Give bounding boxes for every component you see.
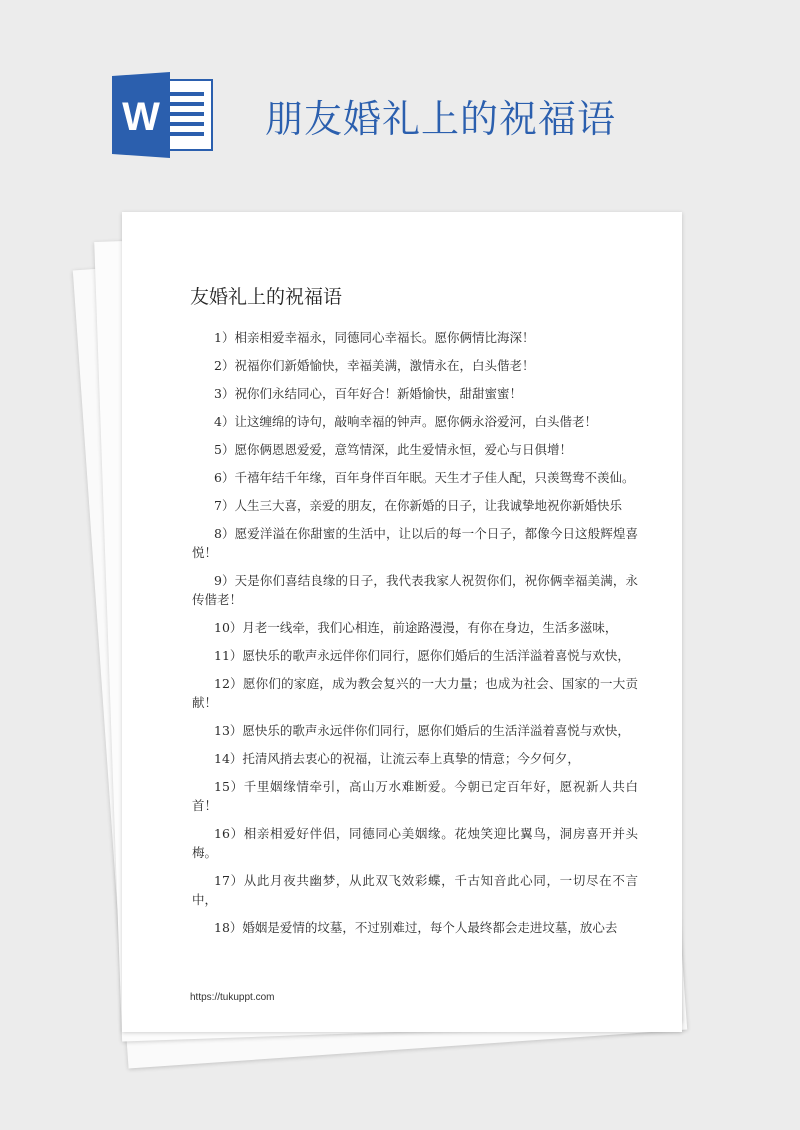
blessing-item: 11）愿快乐的歌声永远伴你们同行，愿你们婚后的生活洋溢着喜悦与欢快， <box>214 648 630 663</box>
blessing-item: 10）月老一线牵，我们心相连，前途路漫漫，有你在身边，生活多滋味， <box>214 620 618 635</box>
blessing-item: 12）愿你们的家庭，成为教会复兴的一大力量；也成为社会、国家的一大贡献！ <box>192 676 638 710</box>
blessing-item: 13）愿快乐的歌声永远伴你们同行，愿你们婚后的生活洋溢着喜悦与欢快， <box>214 723 630 738</box>
blessing-item: 14）托清风捎去衷心的祝福，让流云奉上真挚的情意；今夕何夕， <box>214 751 580 766</box>
blessing-item: 1）相亲相爱幸福永，同德同心幸福长。愿你俩情比海深！ <box>214 330 535 345</box>
blessing-item: 15）千里姻缘情牵引，高山万水难断爱。今朝已定百年好，愿祝新人共白首！ <box>192 779 638 813</box>
blessing-item: 2）祝福你们新婚愉快，幸福美满，激情永在，白头偕老！ <box>214 358 535 373</box>
document-title: 友婚礼上的祝福语 <box>190 286 343 308</box>
blessing-item: 7）人生三大喜，亲爱的朋友，在你新婚的日子，让我诚挚地祝你新婚快乐 <box>214 498 622 513</box>
footer-url: https://tukuppt.com <box>190 992 275 1003</box>
blessing-item: 17）从此月夜共幽梦，从此双飞效彩蝶，千古知音此心同，一切尽在不言中， <box>192 873 638 907</box>
blessing-item: 3）祝你们永结同心，百年好合！新婚愉快，甜甜蜜蜜！ <box>214 386 522 401</box>
document-page <box>122 212 682 1032</box>
blessing-item: 18）婚姻是爱情的坟墓，不过别难过，每个人最终都会走进坟墓，放心去 <box>214 920 618 935</box>
blessing-item: 8）愿爱洋溢在你甜蜜的生活中，让以后的每一个日子，都像今日这般辉煌喜悦！ <box>192 526 638 560</box>
blessing-list <box>192 328 638 946</box>
logo-letter: W <box>122 95 160 139</box>
word-logo-icon <box>110 72 218 158</box>
page-title: 朋友婚礼上的祝福语 <box>265 97 617 141</box>
blessing-item: 16）相亲相爱好伴侣，同德同心美姻缘。花烛笑迎比翼鸟，洞房喜开并头梅。 <box>192 826 638 860</box>
blessing-item: 4）让这缠绵的诗句，敲响幸福的钟声。愿你俩永浴爱河，白头偕老！ <box>214 414 597 429</box>
blessing-item: 9）天是你们喜结良缘的日子，我代表我家人祝贺你们，祝你俩幸福美满，永传偕老！ <box>192 573 638 607</box>
blessing-item: 6）千禧年结千年缘，百年身伴百年眠。天生才子佳人配，只羡鸳鸯不羡仙。 <box>214 470 635 485</box>
blessing-item: 5）愿你俩恩恩爱爱，意笃情深，此生爱情永恒，爱心与日俱增！ <box>214 442 572 457</box>
